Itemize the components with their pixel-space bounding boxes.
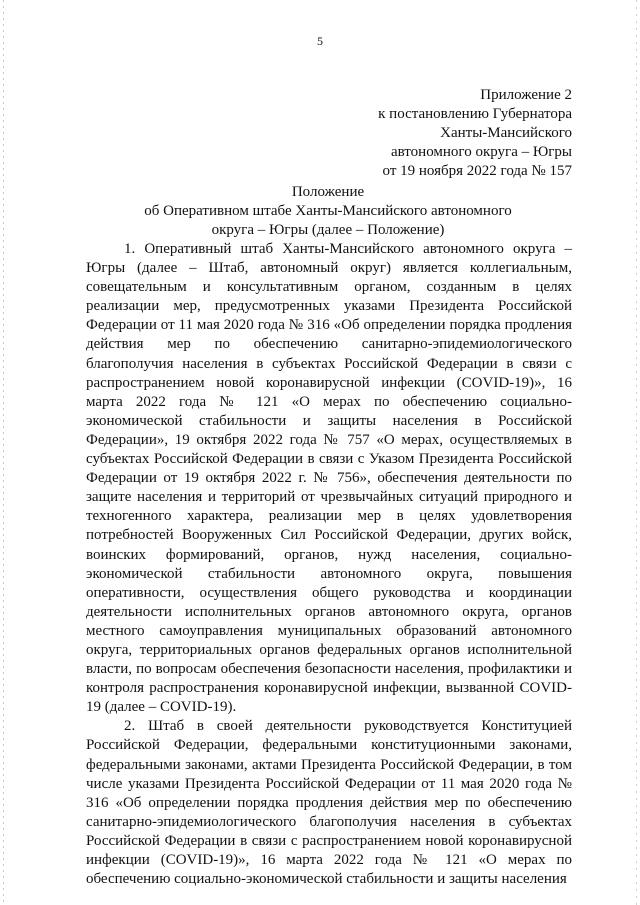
document-title (90, 183, 566, 240)
appendix-line: Приложение 2 (480, 87, 572, 103)
scan-edge-right (636, 0, 637, 905)
paragraph: 2. Штаб в своей деятельности руководствуется Конституцией Российской Федерации, федеральными конституционными законами, федеральными законами, актами Президента Российской Федерации, в том числе указами Президента Российской Федерации от 11 мая 2020 года № 316 «Об определении порядка продления действия мер по обеспечению санитарно-эпидемиологического благополучия населения в субъектах Российской Федерации в связи с распространением новой коронавирусной инфекции (COVID-19)», 16 марта 2022 года № 121 «О мерах по обеспечению социально-экономической стабильности и защиты населения (86, 718, 572, 888)
title-line: округа – Югры (далее – Положение) (211, 222, 445, 238)
appendix-line: Ханты-Мансийского (440, 125, 572, 141)
title-line: Положение (291, 184, 365, 200)
appendix-line: автономного округа – Югры (390, 144, 572, 160)
title-line: об Оперативном штабе Ханты-Мансийского автономного (144, 203, 512, 219)
document-body (86, 240, 572, 889)
appendix-header (378, 86, 572, 181)
scan-edge-left (3, 0, 4, 905)
page-number: 5 (317, 34, 323, 48)
appendix-line: от 19 ноября 2022 года № 157 (382, 163, 572, 179)
appendix-line: к постановлению Губернатора (378, 106, 572, 122)
paragraph: 1. Оперативный штаб Ханты-Мансийского автономного округа – Югры (далее – Штаб, автономный округ) является коллегиальным, совещательным и консультативным органом, созданным в целях реализации мер, предусмотренных указами Президента Российской Федерации от 11 мая 2020 года № 316 «Об определении порядка продления действия мер по обеспечению санитарно-эпидемиологического благополучия населения в субъектах Российской Федерации в связи с распространением новой коронавирусной инфекции (COVID-19)», 16 марта 2022 года № 121 «О мерах по обеспечению социально-экономической стабильности и защиты населения в Российской Федерации», 19 октября 2022 года № 757 «О мерах, осуществляемых в субъектах Российской Федерации в связи с Указом Президента Российской Федерации от 19 октября 2022 г. № 756», обеспечения деятельности по защите населения и территорий от чрезвычайных ситуаций природного и техногенного характера, реализации мер в целях удовлетворения потребностей Вооруженных Сил Российской Федерации, других войск, воинских формирований, органов, нужд населения, социально-экономической стабильности автономного округа, повышения оперативности, осуществления общего руководства и координации деятельности исполнительных органов автономного округа, органов местного самоуправления муниципальных образований автономного округа, территориальных органов федеральных органов исполнительной власти, по вопросам обеспечения безопасности населения, профилактики и контроля распространения коронавирусной инфекции, вызванной COVID-19 (далее – COVID-19). (86, 241, 572, 716)
